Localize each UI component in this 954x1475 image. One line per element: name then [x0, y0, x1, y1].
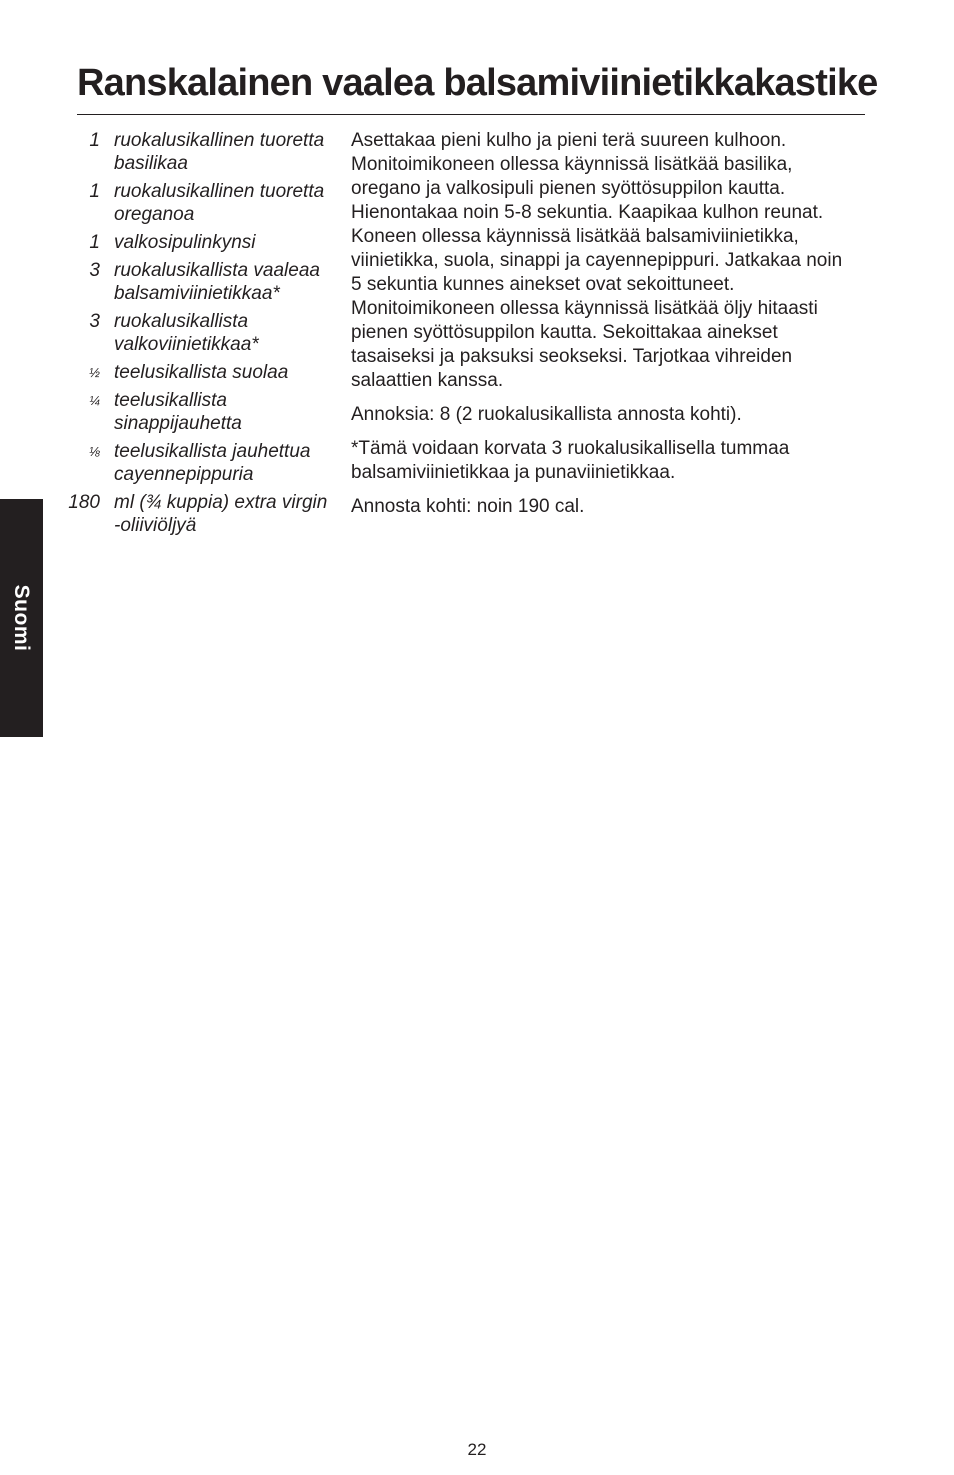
ingredient-text: valkosipulinkynsi — [114, 232, 256, 253]
ingredient-item — [60, 310, 328, 356]
ingredient-text: ml (¾ kuppia) extra virgin -oliiviöljyä — [114, 492, 328, 536]
ingredient-item — [60, 361, 328, 384]
ingredient-item — [60, 491, 328, 537]
ingredient-item — [60, 180, 328, 226]
instructions-servings: Annoksia: 8 (2 ruokalusikallista annosta kohti). — [351, 404, 742, 425]
ingredient-text: ruokalusikallinen tuoretta oreganoa — [114, 181, 325, 225]
ingredient-text: teelusikallista suolaa — [114, 362, 289, 383]
ingredient-quantity: 3 — [89, 311, 100, 332]
ingredient-item — [60, 129, 328, 175]
instructions-method: Asettakaa pieni kulho ja pieni terä suureen kulhoon. Monitoimikoneen ollessa käynnissä lisätkää basilika, oregano ja valkosipuli pienen syöttösuppilon kautta. Hienontakaa noin 5-8 sekuntia. Kaapikaa kulhon reunat. Koneen ollessa käynnissä lisätkää balsamiviinietikka, viinietikka, suola, sinappi ja cayennepippuri. Jatkakaa noin 5 sekuntia kunnes ainekset ovat sekoittuneet. Monitoimikoneen ollessa käynnissä lisätkää öljy hitaasti pienen syöttösuppilon kautta. Sekoittakaa ainekset tasaiseksi ja paksuksi seokseksi. Tarjotkaa vihreiden salaattien kanssa. — [351, 130, 843, 391]
ingredient-text: ruokalusikallista vaaleaa balsamiviinietikkaa* — [114, 260, 320, 304]
ingredient-text: teelusikallista sinappijauhetta — [114, 390, 242, 434]
ingredient-text: teelusikallista jauhettua cayennepippuria — [114, 441, 311, 485]
ingredient-quantity: ¼ — [89, 393, 100, 408]
ingredient-quantity: 1 — [89, 130, 100, 151]
ingredient-text: ruokalusikallista valkoviinietikkaa* — [114, 311, 259, 355]
ingredient-quantity: ⅛ — [89, 444, 100, 459]
ingredient-quantity: 1 — [89, 232, 100, 253]
instructions-calories: Annosta kohti: noin 190 cal. — [351, 496, 585, 517]
language-tab-label: Suomi — [10, 584, 33, 652]
ingredient-item — [60, 389, 328, 435]
page-title: Ranskalainen vaalea balsamiviinietikkakastike — [77, 62, 878, 104]
ingredient-quantity: ½ — [89, 365, 100, 380]
ingredient-quantity: 1 — [89, 181, 100, 202]
ingredient-text: ruokalusikallinen tuoretta basilikaa — [114, 130, 325, 174]
ingredient-quantity: 3 — [89, 260, 100, 281]
ingredient-item — [60, 259, 328, 305]
ingredient-quantity: 180 — [68, 492, 100, 513]
page-number: 22 — [467, 1440, 487, 1459]
instructions-substitution-note: *Tämä voidaan korvata 3 ruokalusikallisella tummaa balsamiviinietikkaa ja punaviinietikkaa. — [351, 438, 790, 483]
ingredient-item — [60, 231, 328, 254]
instructions — [351, 129, 851, 529]
title-divider — [77, 114, 865, 115]
ingredient-list — [60, 129, 328, 542]
ingredient-item — [60, 440, 328, 486]
